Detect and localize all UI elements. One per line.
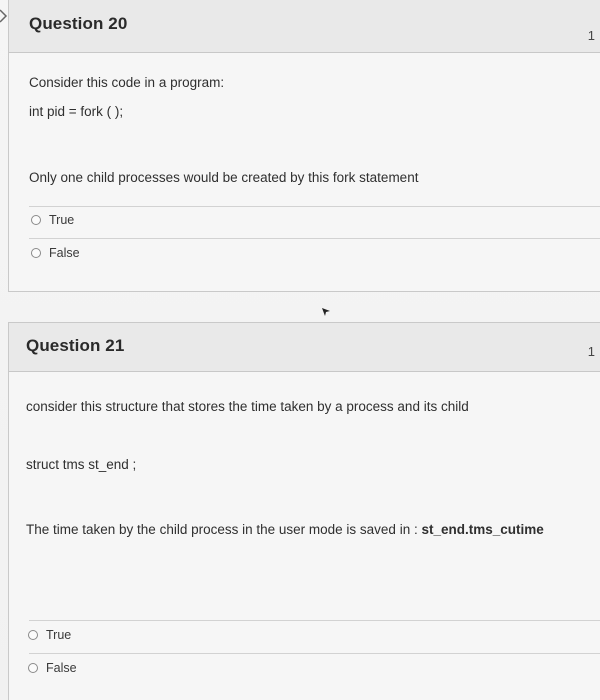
question-20-prompt: Consider this code in a program: [29,75,225,90]
question-21-code: struct tms st_end ; [26,457,137,472]
radio-button[interactable] [31,248,41,258]
question-20-title: Question 20 [29,14,128,33]
radio-button[interactable] [28,663,38,673]
question-21-title: Question 21 [26,336,125,355]
question-21-option-divider [29,653,600,654]
question-21-statement-bold: st_end.tms_cutime [421,522,544,537]
mouse-cursor-icon [321,307,331,317]
radio-button[interactable] [31,215,41,225]
question-21-points: 1 [587,344,595,359]
question-20-option-false[interactable] [31,246,80,260]
question-21-statement-text: The time taken by the child process in the user mode is saved in : [26,522,422,537]
question-20-option-true[interactable] [31,213,74,227]
question-20-header [9,0,600,53]
question-20-card [8,0,600,292]
question-20-answers-divider [29,206,600,207]
radio-button[interactable] [28,630,38,640]
question-21-card [8,322,600,700]
option-label: False [46,661,77,675]
question-21-statement [26,522,544,537]
chevron-right-icon [0,8,8,24]
question-21-header [9,323,600,372]
question-20-code: int pid = fork ( ); [29,104,124,119]
question-21-answers-divider [29,620,600,621]
option-label: True [46,628,72,642]
option-label: False [49,246,80,260]
question-21-prompt: consider this structure that stores the time taken by a process and its child [26,399,469,414]
question-21-option-false[interactable] [28,661,77,675]
option-label: True [49,213,75,227]
question-20-points: 1 [587,28,595,43]
question-21-option-true[interactable] [28,628,71,642]
question-20-option-divider [29,238,600,239]
question-20-statement: Only one child processes would be created by this fork statement [29,170,419,185]
